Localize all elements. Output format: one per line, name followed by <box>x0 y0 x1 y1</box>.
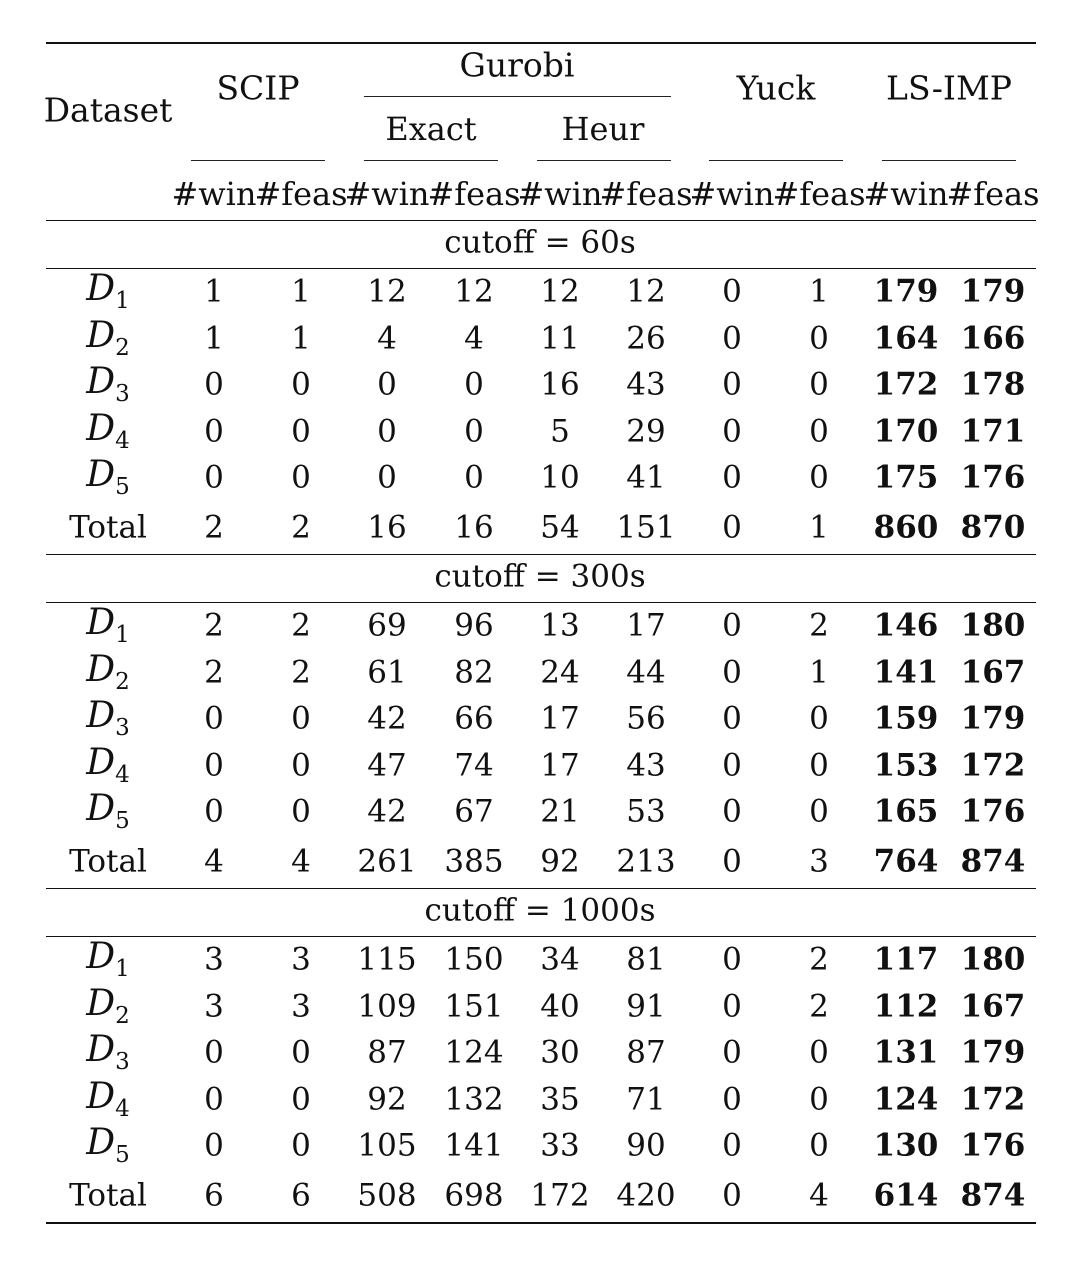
table-cell: 420 <box>616 1177 676 1214</box>
table-cell: 40 <box>540 988 580 1024</box>
table-cell: 141 <box>873 654 939 690</box>
table-cell: 2 <box>204 607 224 644</box>
gurobi-cmidrule <box>364 96 671 97</box>
dataset-label <box>86 787 130 835</box>
table-cell: 0 <box>809 366 829 403</box>
table-cell: 2 <box>204 509 224 546</box>
dataset-label <box>86 935 130 983</box>
dataset-index: 5 <box>115 808 130 835</box>
dataset-label <box>86 648 130 695</box>
table-cell: 29 <box>626 413 666 449</box>
table-cell: 17 <box>626 607 666 644</box>
table-cell: 10 <box>540 459 580 496</box>
table-cell: 0 <box>377 366 397 403</box>
table-cell: 0 <box>204 413 224 449</box>
dataset-label <box>86 1075 130 1122</box>
table-cell: 4 <box>204 843 224 880</box>
table-cell: 0 <box>722 1127 742 1164</box>
table-cell: 0 <box>377 413 397 449</box>
table-cell: 26 <box>626 320 666 356</box>
table-cell: 4 <box>291 843 311 880</box>
table-cell: 4 <box>464 320 484 356</box>
table-cell: 87 <box>626 1034 666 1071</box>
table-cell: 16 <box>540 366 580 403</box>
metric-header: #feas <box>772 175 866 213</box>
dataset-symbol: D <box>86 982 116 1024</box>
table-cell: 698 <box>444 1177 504 1214</box>
dataset-symbol: D <box>86 267 116 309</box>
table-cell: 1 <box>291 320 311 356</box>
dataset-label <box>86 601 130 649</box>
dataset-label <box>86 407 130 454</box>
table-cell: 96 <box>454 607 494 644</box>
dataset-index: 1 <box>115 956 130 983</box>
table-cell: 56 <box>626 700 666 737</box>
table-cell: 166 <box>960 320 1026 356</box>
table-cell: 0 <box>291 793 311 830</box>
metric-header: #win <box>517 175 603 213</box>
table-cell: 2 <box>291 607 311 644</box>
section-title: cutoff = 300s <box>434 558 646 595</box>
dataset-symbol: D <box>86 407 116 449</box>
table-cell: 112 <box>873 988 939 1024</box>
table-cell: 30 <box>540 1034 580 1071</box>
section-top-rule <box>46 220 1036 221</box>
table-cell: 92 <box>540 843 580 880</box>
table-cell: 2 <box>809 941 829 978</box>
table-cell: 0 <box>464 366 484 403</box>
table-cell: 5 <box>550 413 570 449</box>
table-cell: 90 <box>626 1127 666 1164</box>
table-cell: 21 <box>540 793 580 830</box>
table-cell: 66 <box>454 700 494 737</box>
scip-header: SCIP <box>216 68 300 108</box>
table-cell: 71 <box>626 1081 666 1117</box>
table-cell: 1 <box>204 320 224 356</box>
table-cell: 12 <box>626 273 666 310</box>
table-cell: 0 <box>291 1081 311 1117</box>
table-cell: 170 <box>873 413 939 449</box>
table-cell: 179 <box>960 700 1026 737</box>
table-cell: 42 <box>367 700 407 737</box>
table-cell: 67 <box>454 793 494 830</box>
table-cell: 153 <box>873 747 939 783</box>
table-cell: 2 <box>291 509 311 546</box>
table-cell: 1 <box>204 273 224 310</box>
table-cell: 0 <box>291 413 311 449</box>
table-cell: 0 <box>204 747 224 783</box>
table-cell: 0 <box>204 1127 224 1164</box>
table-cell: 130 <box>873 1127 939 1164</box>
table-cell: 124 <box>873 1081 939 1117</box>
table-cell: 1 <box>809 654 829 690</box>
table-cell: 0 <box>809 1127 829 1164</box>
table-cell: 2 <box>291 654 311 690</box>
table-cell: 12 <box>540 273 580 310</box>
metric-header: #feas <box>599 175 693 213</box>
table-cell: 0 <box>377 459 397 496</box>
bottom-rule <box>46 1222 1036 1224</box>
dataset-label <box>86 741 130 788</box>
table-cell: 0 <box>722 843 742 880</box>
table-cell: 11 <box>540 320 580 356</box>
table-cell: 0 <box>464 459 484 496</box>
table-cell: 117 <box>873 941 939 978</box>
table-cell: 0 <box>291 1034 311 1071</box>
table-cell: 92 <box>367 1081 407 1117</box>
table-cell: 180 <box>960 607 1026 644</box>
dataset-symbol: D <box>86 787 116 829</box>
dataset-index: 2 <box>115 334 130 361</box>
table-cell: 0 <box>722 607 742 644</box>
top-rule <box>46 42 1036 44</box>
table-cell: 508 <box>357 1177 417 1214</box>
table-cell: 3 <box>204 941 224 978</box>
table-cell: 0 <box>291 459 311 496</box>
table-cell: 385 <box>444 843 504 880</box>
table-cell: 172 <box>960 747 1026 783</box>
dataset-label <box>86 694 130 742</box>
table-cell: 4 <box>377 320 397 356</box>
dataset-index: 3 <box>115 1049 130 1076</box>
table-cell: 43 <box>626 366 666 403</box>
table-cell: 0 <box>464 413 484 449</box>
dataset-index: 4 <box>115 1095 130 1122</box>
table-cell: 1 <box>809 509 829 546</box>
section-title-rule <box>46 936 1036 937</box>
table-cell: 179 <box>873 273 939 310</box>
table-cell: 33 <box>540 1127 580 1164</box>
dataset-index: 2 <box>115 1002 130 1029</box>
table-cell: 164 <box>873 320 939 356</box>
table-cell: 175 <box>873 459 939 496</box>
table-cell: 3 <box>291 988 311 1024</box>
table-cell: 178 <box>960 366 1026 403</box>
table-cell: 44 <box>626 654 666 690</box>
dataset-symbol: D <box>86 648 116 690</box>
table-cell: 0 <box>291 1127 311 1164</box>
table-cell: 12 <box>454 273 494 310</box>
table-cell: 6 <box>204 1177 224 1214</box>
table-cell: 132 <box>444 1081 504 1117</box>
table-cell: 1 <box>291 273 311 310</box>
table-cell: 874 <box>960 843 1026 880</box>
total-label: Total <box>69 1177 147 1214</box>
table-cell: 146 <box>873 607 939 644</box>
gurobi-header: Gurobi <box>459 45 575 85</box>
table-cell: 167 <box>960 988 1026 1024</box>
table-cell: 3 <box>204 988 224 1024</box>
table-cell: 0 <box>809 413 829 449</box>
table-cell: 0 <box>722 459 742 496</box>
table-cell: 47 <box>367 747 407 783</box>
dataset-symbol: D <box>86 360 116 402</box>
section-top-rule <box>46 888 1036 889</box>
table-cell: 43 <box>626 747 666 783</box>
table-cell: 179 <box>960 1034 1026 1071</box>
table-cell: 0 <box>722 988 742 1024</box>
heur-subheader: Heur <box>561 110 645 148</box>
dataset-symbol: D <box>86 314 116 356</box>
section-top-rule <box>46 554 1036 555</box>
metric-header: #win <box>171 175 257 213</box>
dataset-label <box>86 982 130 1029</box>
table-cell: 1 <box>809 273 829 310</box>
dataset-index: 3 <box>115 715 130 742</box>
table-cell: 115 <box>357 941 417 978</box>
section-title: cutoff = 1000s <box>424 892 656 929</box>
dataset-label <box>86 1028 130 1076</box>
table-cell: 16 <box>367 509 407 546</box>
metric-header: #win <box>863 175 949 213</box>
dataset-index: 5 <box>115 474 130 501</box>
dataset-symbol: D <box>86 453 116 495</box>
dataset-label <box>86 453 130 501</box>
scip-cmidrule <box>191 160 325 161</box>
table-cell: 0 <box>722 366 742 403</box>
table-cell: 2 <box>204 654 224 690</box>
table-cell: 172 <box>530 1177 590 1214</box>
table-cell: 176 <box>960 1127 1026 1164</box>
table-cell: 3 <box>809 843 829 880</box>
dataset-index: 5 <box>115 1142 130 1169</box>
lsimp-header: LS-IMP <box>886 68 1012 108</box>
table-cell: 81 <box>626 941 666 978</box>
dataset-index: 2 <box>115 668 130 695</box>
table-cell: 0 <box>204 700 224 737</box>
table-cell: 860 <box>873 509 939 546</box>
table-cell: 614 <box>873 1177 939 1214</box>
table-cell: 151 <box>616 509 676 546</box>
table-cell: 0 <box>722 273 742 310</box>
yuck-cmidrule <box>709 160 843 161</box>
table-cell: 41 <box>626 459 666 496</box>
table-cell: 17 <box>540 700 580 737</box>
metric-header: #win <box>689 175 775 213</box>
metric-header: #feas <box>254 175 348 213</box>
section-title-rule <box>46 602 1036 603</box>
table-cell: 0 <box>722 941 742 978</box>
table-cell: 42 <box>367 793 407 830</box>
dataset-symbol: D <box>86 1028 116 1070</box>
exact-subheader: Exact <box>385 110 477 148</box>
table-cell: 109 <box>357 988 417 1024</box>
metric-header: #win <box>344 175 430 213</box>
lsimp-cmidrule <box>882 160 1016 161</box>
table-cell: 131 <box>873 1034 939 1071</box>
table-cell: 0 <box>291 366 311 403</box>
table-cell: 16 <box>454 509 494 546</box>
table-cell: 874 <box>960 1177 1026 1214</box>
dataset-symbol: D <box>86 741 116 783</box>
table-cell: 3 <box>291 941 311 978</box>
table-cell: 53 <box>626 793 666 830</box>
table-cell: 151 <box>444 988 504 1024</box>
dataset-symbol: D <box>86 601 116 643</box>
table-cell: 2 <box>809 988 829 1024</box>
table-cell: 870 <box>960 509 1026 546</box>
dataset-index: 4 <box>115 761 130 788</box>
table-cell: 176 <box>960 459 1026 496</box>
table-cell: 0 <box>204 459 224 496</box>
table-cell: 0 <box>722 654 742 690</box>
dataset-label <box>86 267 130 315</box>
table-cell: 141 <box>444 1127 504 1164</box>
table-cell: 0 <box>809 320 829 356</box>
table-cell: 0 <box>722 1177 742 1214</box>
dataset-index: 1 <box>115 288 130 315</box>
table-cell: 74 <box>454 747 494 783</box>
total-label: Total <box>69 509 147 546</box>
dataset-label <box>86 1121 130 1169</box>
table-cell: 0 <box>204 366 224 403</box>
table-cell: 24 <box>540 654 580 690</box>
table-cell: 0 <box>291 700 311 737</box>
heur-cmidrule <box>537 160 671 161</box>
dataset-symbol: D <box>86 1121 116 1163</box>
exact-cmidrule <box>364 160 498 161</box>
table-cell: 91 <box>626 988 666 1024</box>
dataset-symbol: D <box>86 694 116 736</box>
table-cell: 159 <box>873 700 939 737</box>
table-cell: 0 <box>809 700 829 737</box>
table-cell: 261 <box>357 843 417 880</box>
dataset-header: Dataset <box>43 90 173 130</box>
table-cell: 0 <box>809 1034 829 1071</box>
dataset-index: 3 <box>115 381 130 408</box>
metric-header: #feas <box>427 175 521 213</box>
table-cell: 61 <box>367 654 407 690</box>
section-title: cutoff = 60s <box>444 224 636 261</box>
table-cell: 0 <box>809 793 829 830</box>
table-cell: 34 <box>540 941 580 978</box>
table-cell: 0 <box>809 747 829 783</box>
dataset-symbol: D <box>86 1075 116 1117</box>
table-cell: 167 <box>960 654 1026 690</box>
table-cell: 0 <box>204 1081 224 1117</box>
total-label: Total <box>69 843 147 880</box>
table-cell: 213 <box>616 843 676 880</box>
dataset-label <box>86 360 130 408</box>
table-cell: 172 <box>960 1081 1026 1117</box>
table-cell: 172 <box>873 366 939 403</box>
section-title-rule <box>46 268 1036 269</box>
table-cell: 0 <box>722 1081 742 1117</box>
dataset-index: 4 <box>115 427 130 454</box>
table-cell: 0 <box>722 747 742 783</box>
dataset-index: 1 <box>115 622 130 649</box>
table-cell: 0 <box>809 459 829 496</box>
dataset-symbol: D <box>86 935 116 977</box>
table-cell: 0 <box>722 413 742 449</box>
dataset-label <box>86 314 130 361</box>
table-cell: 87 <box>367 1034 407 1071</box>
table-cell: 0 <box>204 793 224 830</box>
table-cell: 165 <box>873 793 939 830</box>
table-cell: 0 <box>722 1034 742 1071</box>
table-cell: 69 <box>367 607 407 644</box>
table-cell: 0 <box>722 700 742 737</box>
table-cell: 54 <box>540 509 580 546</box>
table-cell: 0 <box>722 793 742 830</box>
table-cell: 176 <box>960 793 1026 830</box>
table-cell: 0 <box>204 1034 224 1071</box>
yuck-header: Yuck <box>736 68 816 108</box>
table-cell: 17 <box>540 747 580 783</box>
table-cell: 13 <box>540 607 580 644</box>
table-cell: 179 <box>960 273 1026 310</box>
table-cell: 0 <box>722 320 742 356</box>
table-cell: 0 <box>291 747 311 783</box>
table-cell: 180 <box>960 941 1026 978</box>
table-cell: 12 <box>367 273 407 310</box>
table-cell: 6 <box>291 1177 311 1214</box>
table-cell: 171 <box>960 413 1026 449</box>
table-cell: 35 <box>540 1081 580 1117</box>
table-cell: 105 <box>357 1127 417 1164</box>
table-cell: 0 <box>722 509 742 546</box>
table-cell: 2 <box>809 607 829 644</box>
table-cell: 764 <box>873 843 939 880</box>
table-cell: 82 <box>454 654 494 690</box>
table-cell: 124 <box>444 1034 504 1071</box>
table-cell: 0 <box>809 1081 829 1117</box>
table-cell: 150 <box>444 941 504 978</box>
metric-header: #feas <box>946 175 1040 213</box>
table-cell: 4 <box>809 1177 829 1214</box>
